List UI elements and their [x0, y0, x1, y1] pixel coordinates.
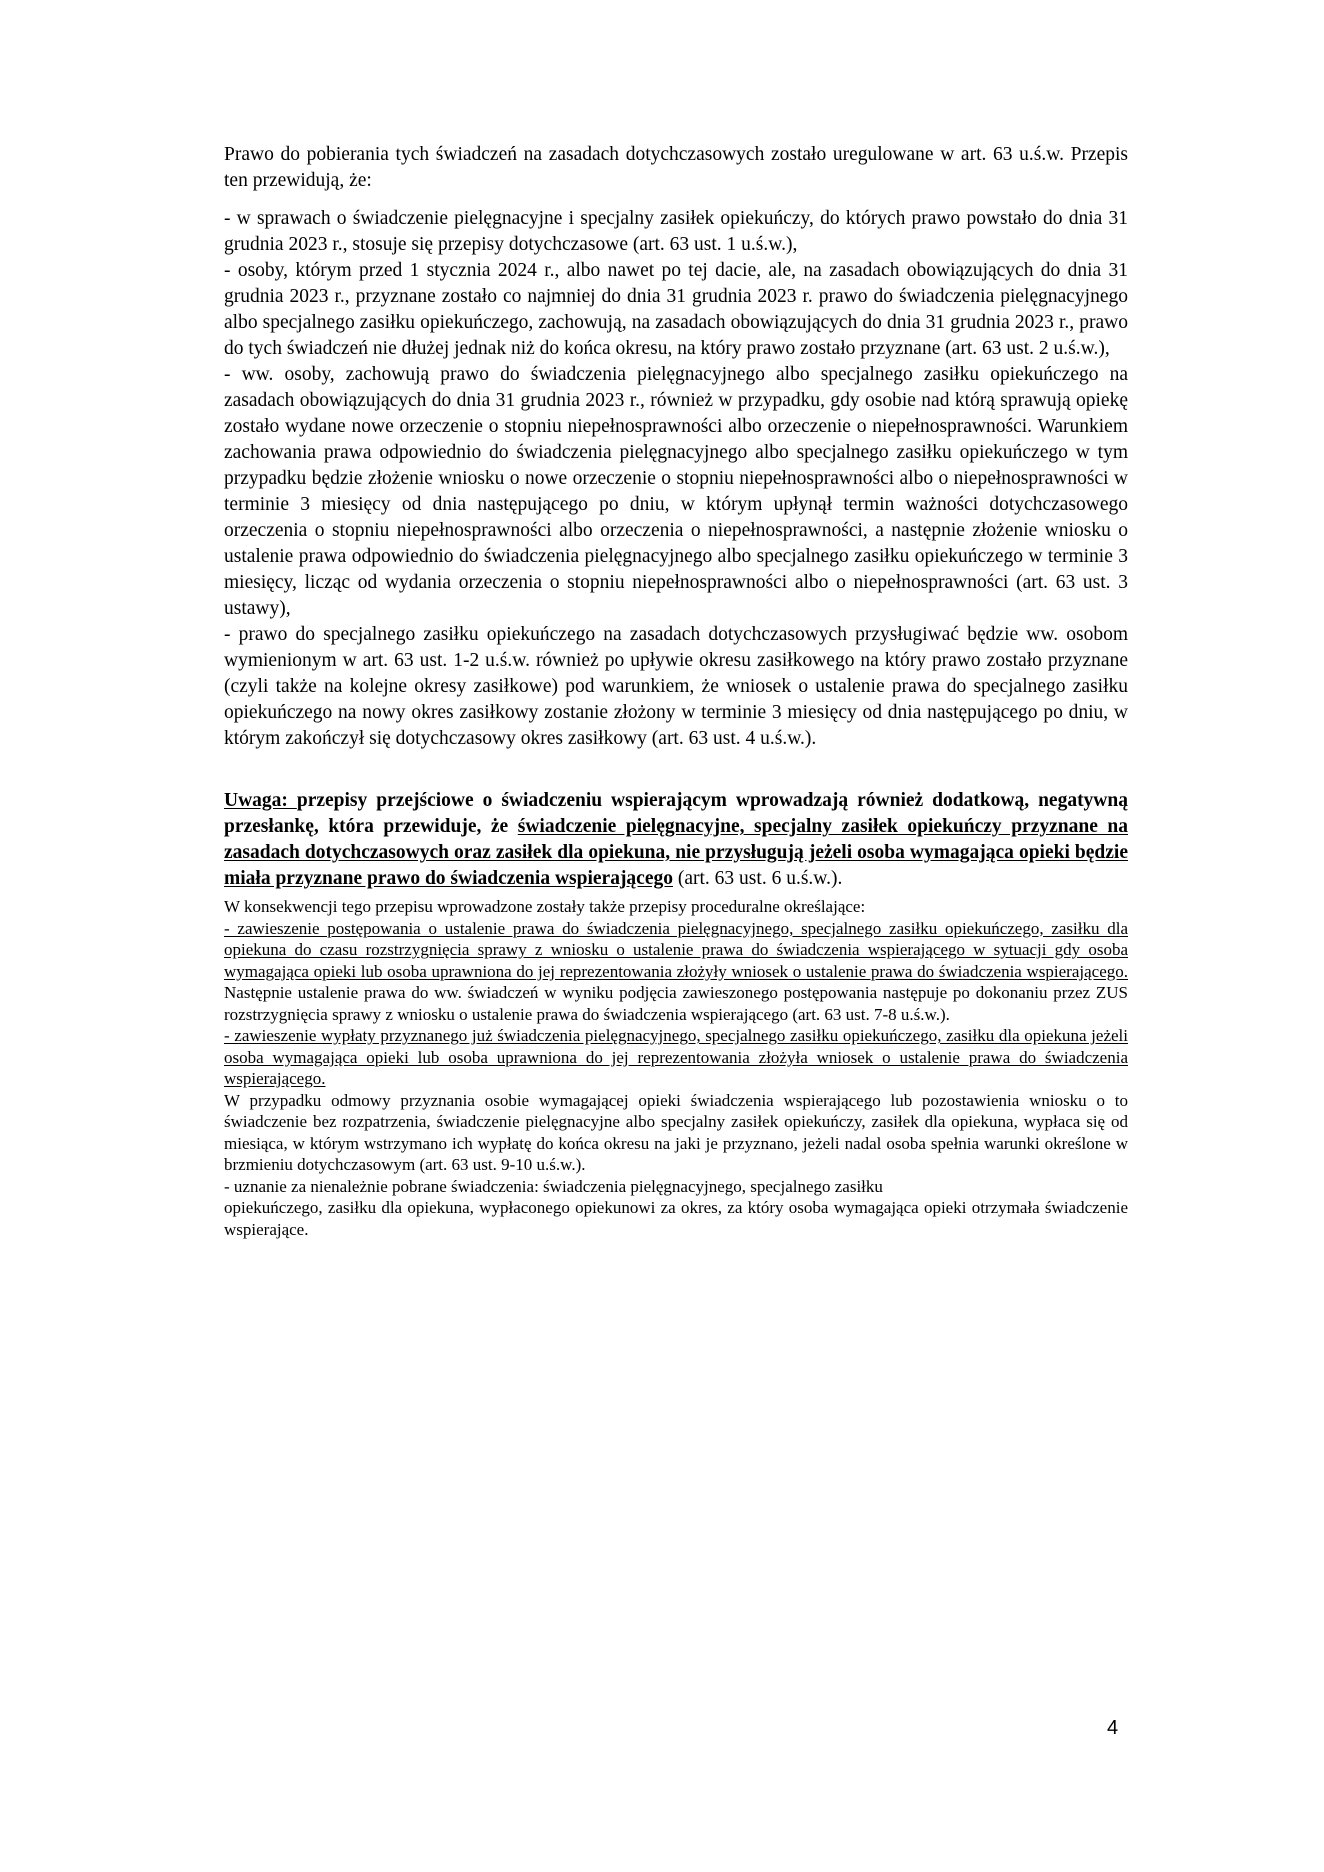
list-item-3: - ww. osoby, zachowują prawo do świadczenia pielęgnacyjnego albo specjalnego zasiłku opiekuńczego na zasadach obowiązujących do dnia 31 grudnia 2023 r., również w przypadku, gdy osobie nad którą sprawują opiekę zostało wydane nowe orzeczenie o stopniu niepełnosprawności albo orzeczenie o niepełnosprawności. Warunkiem zachowania prawa odpowiednio do świadczenia pielęgnacyjnego albo specjalnego zasiłku opiekuńczego w tym przypadku będzie złożenie wniosku o nowe orzeczenie o stopniu niepełnosprawności albo o niepełnosprawności w terminie 3 miesięcy od dnia następującego po dniu, w którym upłynął termin ważności dotychczasowego orzeczenia o stopniu niepełnosprawności albo orzeczenia o niepełnosprawności, a następnie złożenie wniosku o ustalenie prawa odpowiednio do świadczenia pielęgnacyjnego albo specjalnego zasiłku opiekuńczego w terminie 3 miesięcy, licząc od wydania orzeczenia o stopniu niepełnosprawności albo o niepełnosprawności (art. 63 ust. 3 ustawy), — [224, 364, 1128, 619]
document-body — [224, 142, 1128, 1240]
page-number: 4 — [1107, 1717, 1119, 1739]
note-label: Uwaga: — [224, 790, 297, 811]
note-bold-text: przepisy przejściowe o świadczeniu wspierającym wprowadzają również dodatkową, negatywną przesłankę, która przewiduje, że — [224, 790, 1128, 837]
list-item-2: - osoby, którym przed 1 stycznia 2024 r., albo nawet po tej dacie, ale, na zasadach obowiązujących do dnia 31 grudnia 2023 r., przyznane zostało co najmniej do dnia 31 grudnia 2023 r. prawo do świadczenia pielęgnacyjnego albo specjalnego zasiłku opiekuńczego, zachowują, na zasadach obowiązujących do dnia 31 grudnia 2023 r., prawo do tych świadczeń nie dłużej jednak niż do końca okresu, na który prawo zostało przyznane (art. 63 ust. 2 u.ś.w.), — [224, 260, 1128, 359]
intro-paragraph: Prawo do pobierania tych świadczeń na zasadach dotychczasowych zostało uregulowane w art. 63 u.ś.w. Przepis ten przewidują, że: — [224, 144, 1128, 191]
undue-benefits-line-2: opiekuńczego, zasiłku dla opiekuna, wypłaconego opiekunowi za okres, za który osoba wymagająca opieki otrzymała świadczenie wspierające. — [224, 1198, 1128, 1239]
note-tail: (art. 63 ust. 6 u.ś.w.). — [673, 868, 843, 889]
suspension-payment-underlined: - zawieszenie wypłaty przyznanego już świadczenia pielęgnacyjnego, specjalnego zasiłku opiekuńczego, zasiłku dla opiekuna jeżeli osoba wymagająca opieki lub osoba uprawniona do jej reprezentowania złożyła wniosek o ustalenie prawa do świadczenia wspierającego. — [224, 1026, 1128, 1088]
note-bold-underlined: świadczenie pielęgnacyjne, specjalny zasiłek opiekuńczy przyznane na zasadach dotychczasowych oraz zasiłek dla opiekuna, nie przysługują jeżeli osoba wymagająca opieki będzie miała przyznane prawo do świadczenia wspierającego — [224, 816, 1128, 889]
consequences-intro: W konsekwencji tego przepisu wprowadzone zostały także przepisy proceduralne określające: — [224, 897, 866, 916]
suspension-proceedings-paragraph — [224, 918, 1128, 1026]
undue-benefits-line-1: - uznanie za nienależnie pobrane świadczenia: świadczenia pielęgnacyjnego, specjalnego zasiłku — [224, 1176, 883, 1196]
refusal-paragraph: W przypadku odmowy przyznania osobie wymagającej opieki świadczenia wspierającego lub pozostawienia wniosku o to świadczenie bez rozpatrzenia, świadczenie pielęgnacyjne albo specjalny zasiłek opiekuńczy, zasiłek dla opiekuna, wypłaca się od miesiąca, w którym wstrzymano ich wypłatę do końca okresu na jaki je przyznano, jeżeli nadal osoba spełnia warunki określone w brzmieniu dotychczasowym (art. 63 ust. 9-10 u.ś.w.). — [224, 1090, 1128, 1174]
list-item-1: - w sprawach o świadczenie pielęgnacyjne i specjalny zasiłek opiekuńczy, do których prawo powstało do dnia 31 grudnia 2023 r., stosuje się przepisy dotychczasowe (art. 63 ust. 1 u.ś.w.), — [224, 208, 1128, 255]
note-paragraph — [224, 788, 1128, 892]
suspension-payment-paragraph — [224, 1025, 1128, 1090]
suspension-proceedings-underlined: - zawieszenie postępowania o ustalenie prawa do świadczenia pielęgnacyjnego, specjalnego zasiłku opiekuńczego, zasiłku dla opiekuna do czasu rozstrzygnięcia sprawy z wniosku o ustalenie prawa do świadczenia wspierającego w sytuacji gdy osoba wymagająca opieki lub osoba uprawniona do jej reprezentowania złożyły wniosek o ustalenie prawa do świadczenia wspierającego. — [224, 918, 1128, 981]
suspension-proceedings-tail: Następnie ustalenie prawa do ww. świadczeń w wyniku podjęcia zawieszonego postępowania następuje po dokonaniu przez ZUS rozstrzygnięcia sprawy z wniosku o ustalenie prawa do świadczenia wspierającego (art. 63 ust. 7-8 u.ś.w.). — [224, 983, 1128, 1024]
list-item-4: - prawo do specjalnego zasiłku opiekuńczego na zasadach dotychczasowych przysługiwać będzie ww. osobom wymienionym w art. 63 ust. 1-2 u.ś.w. również po upływie okresu zasiłkowego na który prawo zostało przyznane (czyli także na kolejne okresy zasiłkowe) pod warunkiem, że wniosek o ustalenie prawa do specjalnego zasiłku opiekuńczego na nowy okres zasiłkowy zostanie złożony w terminie 3 miesięcy od dnia następującego po dniu, w którym zakończył się dotychczasowy okres zasiłkowy (art. 63 ust. 4 u.ś.w.). — [224, 624, 1128, 749]
